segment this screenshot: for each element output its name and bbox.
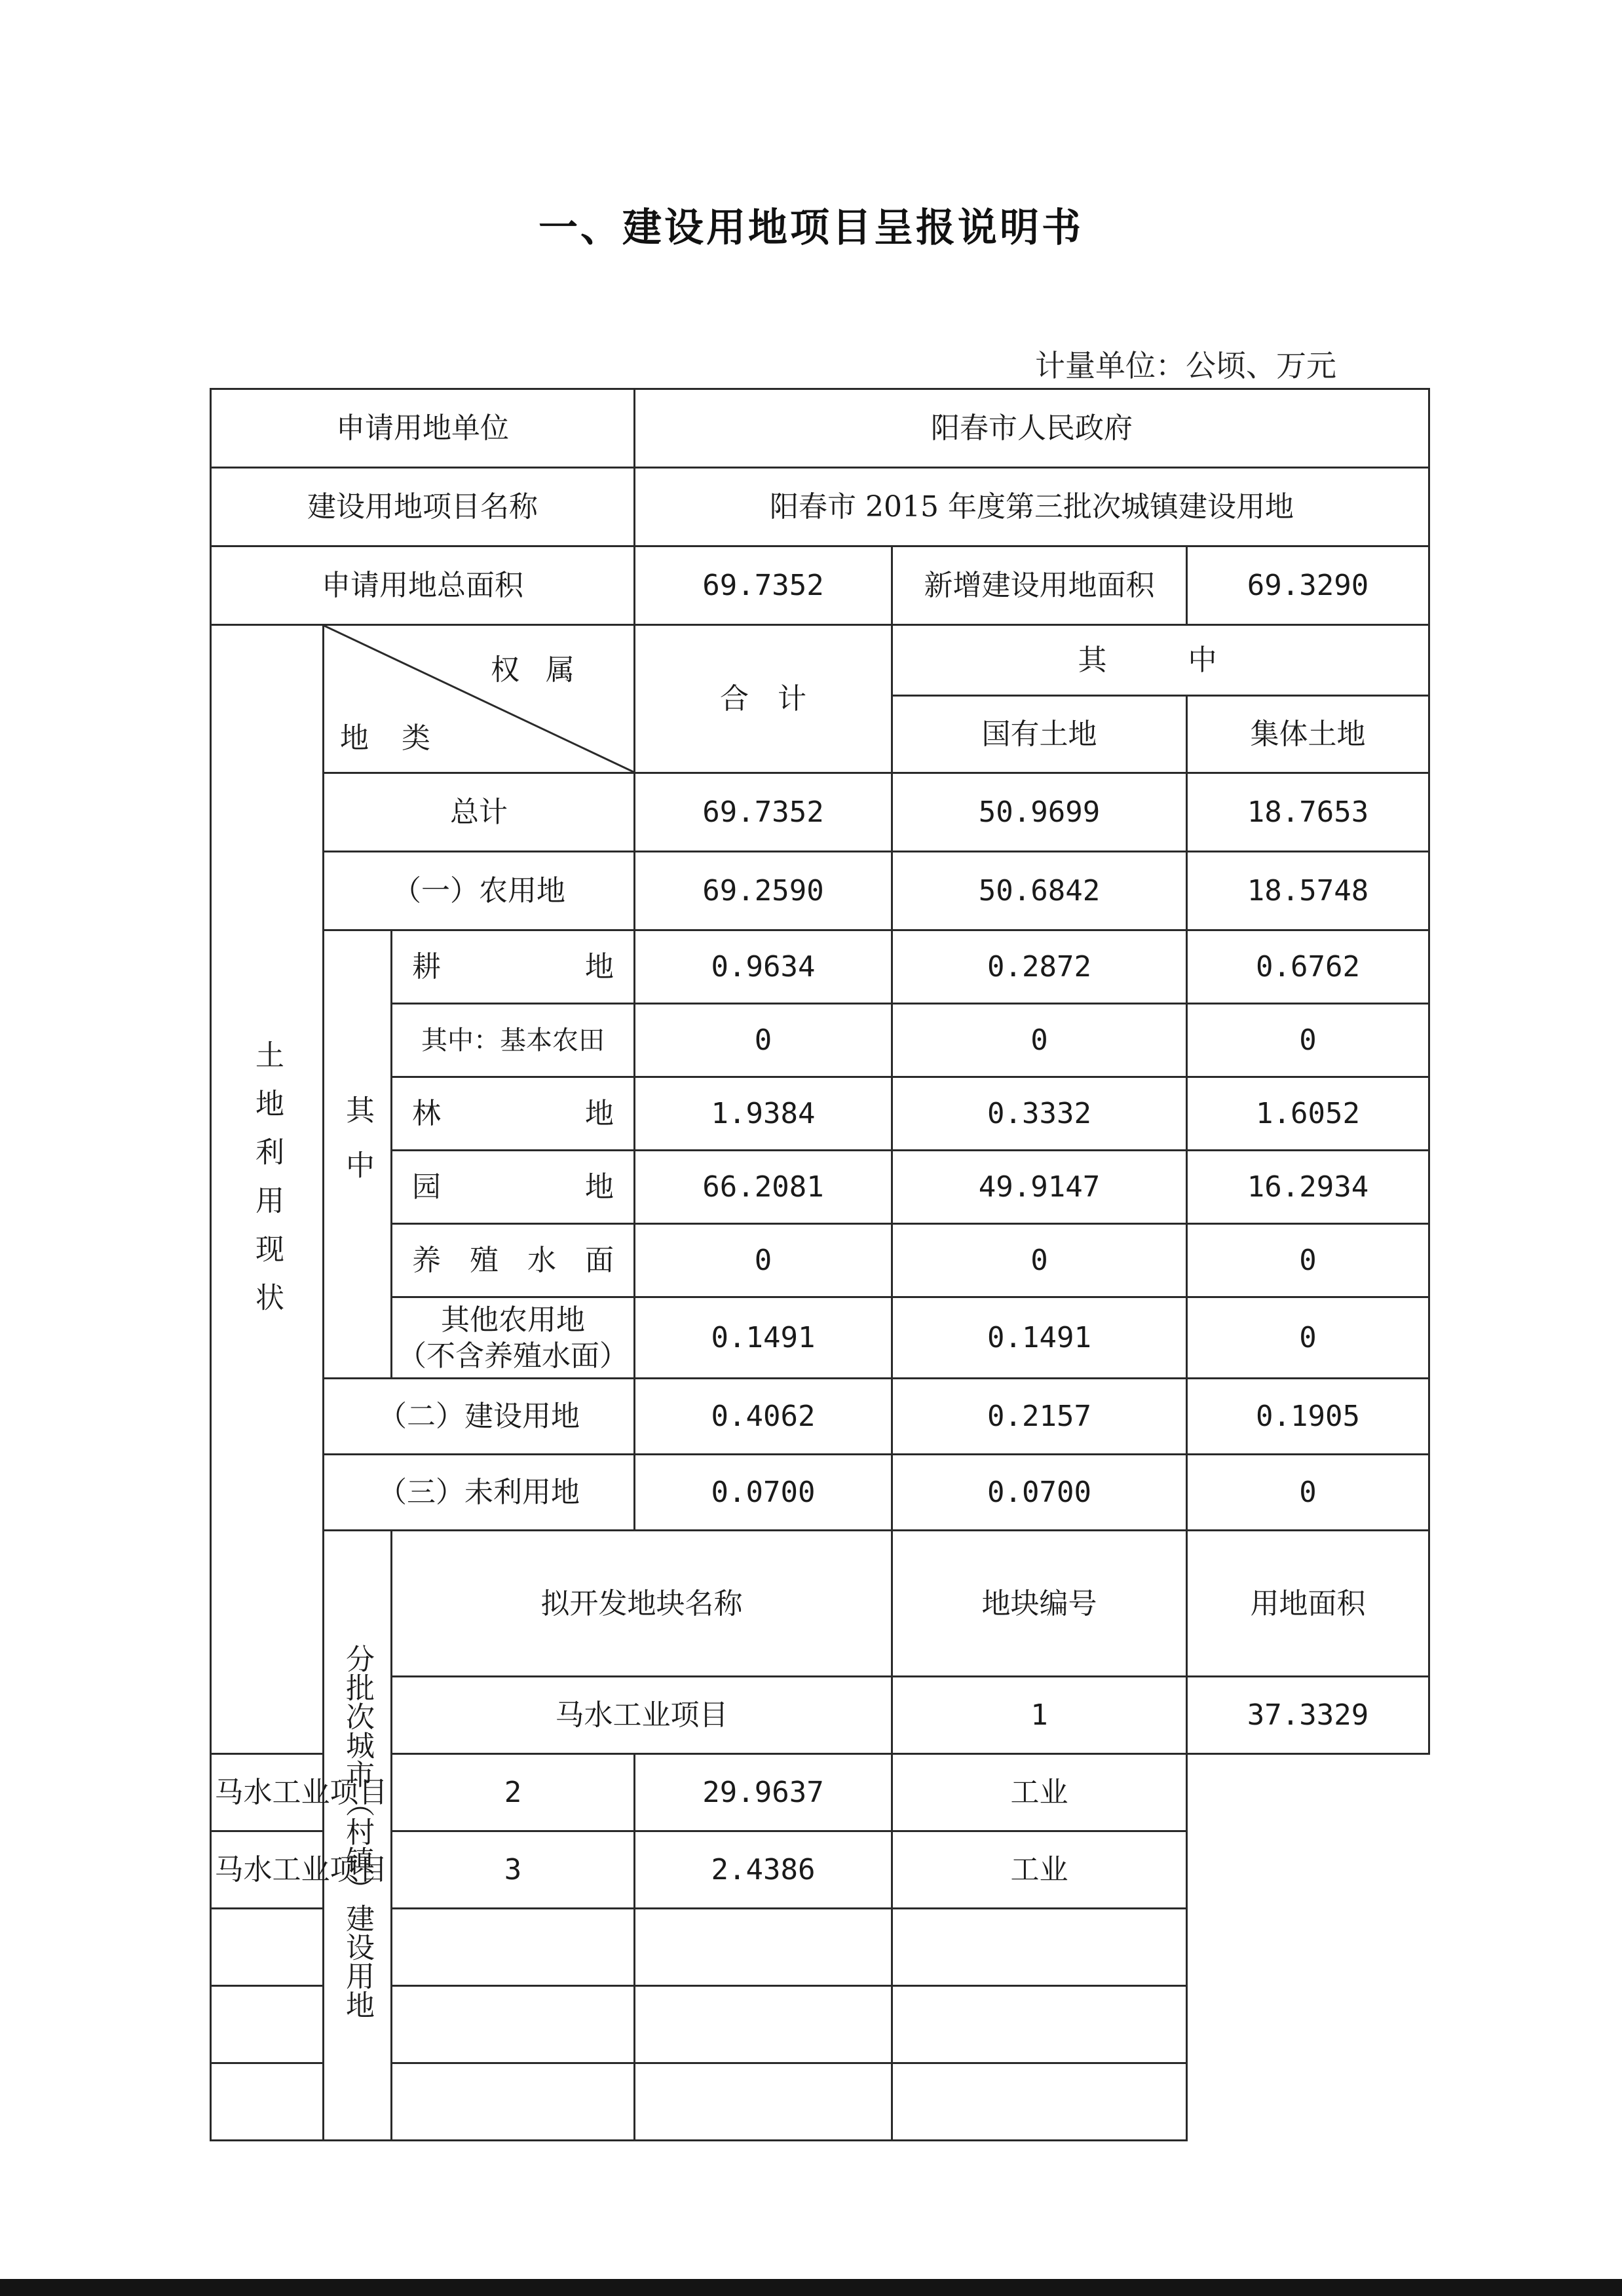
- cell-collective: 0: [1187, 1455, 1429, 1531]
- table-row: [211, 1224, 1429, 1297]
- row-name-part: 地: [585, 950, 614, 984]
- cell-state: 0.0700: [892, 1455, 1187, 1531]
- cell-total: 69.7352: [635, 773, 892, 852]
- empty-cell: [392, 1986, 635, 2063]
- applicant-row: [211, 389, 1429, 468]
- row-name-part: 园: [412, 1170, 441, 1204]
- row-name-part: 地: [585, 1097, 614, 1130]
- row-name: [392, 1151, 635, 1224]
- empty-cell: [635, 1909, 892, 1986]
- table-row: [211, 852, 1429, 930]
- cell-collective: 18.5748: [1187, 852, 1429, 930]
- area-value: 69.7352: [635, 546, 892, 625]
- row-name: （一）农用地: [324, 852, 635, 930]
- row-name-part: 水: [527, 1244, 556, 1277]
- scan-bottom-edge: [0, 2279, 1622, 2296]
- row-name-part: 面: [585, 1244, 614, 1277]
- row-name: （三）未利用地: [324, 1455, 635, 1531]
- row-name-text: [392, 1242, 633, 1278]
- cell-state: 0.3332: [892, 1077, 1187, 1151]
- row-name-part: 地: [585, 1170, 614, 1204]
- cell-collective: 1.6052: [1187, 1077, 1429, 1151]
- row-name-text: [392, 1169, 633, 1205]
- header-land-type: 地类: [340, 721, 463, 755]
- row-name-part: 殖: [470, 1244, 499, 1277]
- batch-use: 工业: [892, 1831, 1187, 1909]
- row-name: （二）建设用地: [324, 1379, 635, 1455]
- table-row: [211, 1379, 1429, 1455]
- row-name-text: [392, 949, 633, 985]
- table-row: [211, 1455, 1429, 1531]
- status-header-row: [211, 625, 1429, 696]
- cell-state: 0.2872: [892, 930, 1187, 1004]
- cell-collective: 18.7653: [1187, 773, 1429, 852]
- empty-cell: [892, 1909, 1187, 1986]
- table-row: [211, 1831, 1429, 1909]
- cell-state: 0: [892, 1004, 1187, 1077]
- empty-cell: [892, 1986, 1187, 2063]
- table-row-empty: [211, 1986, 1429, 2063]
- cell-state: 0.1491: [892, 1297, 1187, 1379]
- diagonal-header-cell: [324, 625, 635, 773]
- cell-collective: 16.2934: [1187, 1151, 1429, 1224]
- area-label: 申请用地总面积: [211, 546, 635, 625]
- row-name: [392, 1297, 635, 1379]
- batch-name: 马水工业项目: [211, 1754, 392, 1831]
- cell-total: 0.1491: [635, 1297, 892, 1379]
- row-name-line: 其他农用地: [441, 1303, 585, 1337]
- table-row: [211, 773, 1429, 852]
- among-label: [324, 930, 392, 1379]
- unit-note: 计量单位：公顷、万元: [1035, 348, 1336, 383]
- table-row: [211, 930, 1429, 1004]
- batch-section-text: 分批次城市（村镇）建设用地: [341, 1643, 374, 2019]
- cell-collective: 0: [1187, 1224, 1429, 1297]
- batch-code: 3: [392, 1831, 635, 1909]
- batch-code: 2: [392, 1754, 635, 1831]
- land-status-section-text: 土地利用现状: [250, 1039, 284, 1331]
- cell-state: 50.6842: [892, 852, 1187, 930]
- new-area-value: 69.3290: [1187, 546, 1429, 625]
- batch-area: 2.4386: [635, 1831, 892, 1909]
- row-name-line: （不含养殖水面）: [398, 1339, 628, 1373]
- table-row: [211, 1004, 1429, 1077]
- applicant-value: 阳春市人民政府: [635, 389, 1429, 468]
- project-label: 建设用地项目名称: [211, 468, 635, 546]
- row-name: 总计: [324, 773, 635, 852]
- table-row: [211, 1297, 1429, 1379]
- cell-total: 0.0700: [635, 1455, 892, 1531]
- empty-cell: [392, 2063, 635, 2141]
- table-row: [211, 1151, 1429, 1224]
- batch-header-area: 用地面积: [1187, 1531, 1429, 1677]
- project-value: 阳春市 2015 年度第三批次城镇建设用地: [635, 468, 1429, 546]
- batch-use: 工业: [892, 1754, 1187, 1831]
- empty-cell: [635, 2063, 892, 2141]
- among-label-text: 其中: [341, 1095, 374, 1205]
- empty-cell: [392, 1909, 635, 1986]
- cell-total: 0.4062: [635, 1379, 892, 1455]
- row-name: [392, 930, 635, 1004]
- cell-total: 1.9384: [635, 1077, 892, 1151]
- table-row: [211, 1077, 1429, 1151]
- row-name-part: 养: [412, 1244, 441, 1277]
- land-status-section-label: [211, 625, 324, 1754]
- batch-header-name: 拟开发地块名称: [392, 1531, 892, 1677]
- header-among: 其 中: [892, 625, 1429, 696]
- project-row: [211, 468, 1429, 546]
- cell-total: 0.9634: [635, 930, 892, 1004]
- cell-collective: 0.6762: [1187, 930, 1429, 1004]
- report-form-table: [210, 388, 1430, 2141]
- row-name-text: [392, 1096, 633, 1132]
- batch-area: 37.3329: [1187, 1677, 1429, 1754]
- empty-cell: [892, 2063, 1187, 2141]
- cell-state: 49.9147: [892, 1151, 1187, 1224]
- batch-name: 马水工业项目: [392, 1677, 892, 1754]
- cell-total: 0: [635, 1224, 892, 1297]
- empty-cell: [211, 2063, 392, 2141]
- cell-total: 66.2081: [635, 1151, 892, 1224]
- cell-total: 69.2590: [635, 852, 892, 930]
- batch-area: 29.9637: [635, 1754, 892, 1831]
- header-collective-land: 集体土地: [1187, 696, 1429, 773]
- area-row: [211, 546, 1429, 625]
- cell-collective: 0: [1187, 1004, 1429, 1077]
- empty-cell: [635, 1986, 892, 2063]
- row-name: [392, 1077, 635, 1151]
- row-name-part: 耕: [412, 950, 441, 984]
- page-title: 一、建设用地项目呈报说明书: [538, 205, 1084, 251]
- new-area-label: 新增建设用地面积: [892, 546, 1187, 625]
- cell-collective: 0: [1187, 1297, 1429, 1379]
- table-row: [211, 1754, 1429, 1831]
- header-total: 合 计: [635, 625, 892, 773]
- table-row: [211, 1677, 1429, 1754]
- header-state-land: 国有土地: [892, 696, 1187, 773]
- batch-header-row: [211, 1531, 1429, 1677]
- cell-state: 0.2157: [892, 1379, 1187, 1455]
- cell-state: 0: [892, 1224, 1187, 1297]
- table-row-empty: [211, 1909, 1429, 1986]
- batch-code: 1: [892, 1677, 1187, 1754]
- row-name: [392, 1224, 635, 1297]
- applicant-label: 申请用地单位: [211, 389, 635, 468]
- row-name: 其中：基本农田: [392, 1004, 635, 1077]
- cell-total: 0: [635, 1004, 892, 1077]
- batch-name: 马水工业项目: [211, 1831, 392, 1909]
- cell-state: 50.9699: [892, 773, 1187, 852]
- header-ownership: 权属: [491, 653, 601, 687]
- table-row-empty: [211, 2063, 1429, 2141]
- cell-collective: 0.1905: [1187, 1379, 1429, 1455]
- batch-header-code: 地块编号: [892, 1531, 1187, 1677]
- row-name-part: 林: [412, 1097, 441, 1130]
